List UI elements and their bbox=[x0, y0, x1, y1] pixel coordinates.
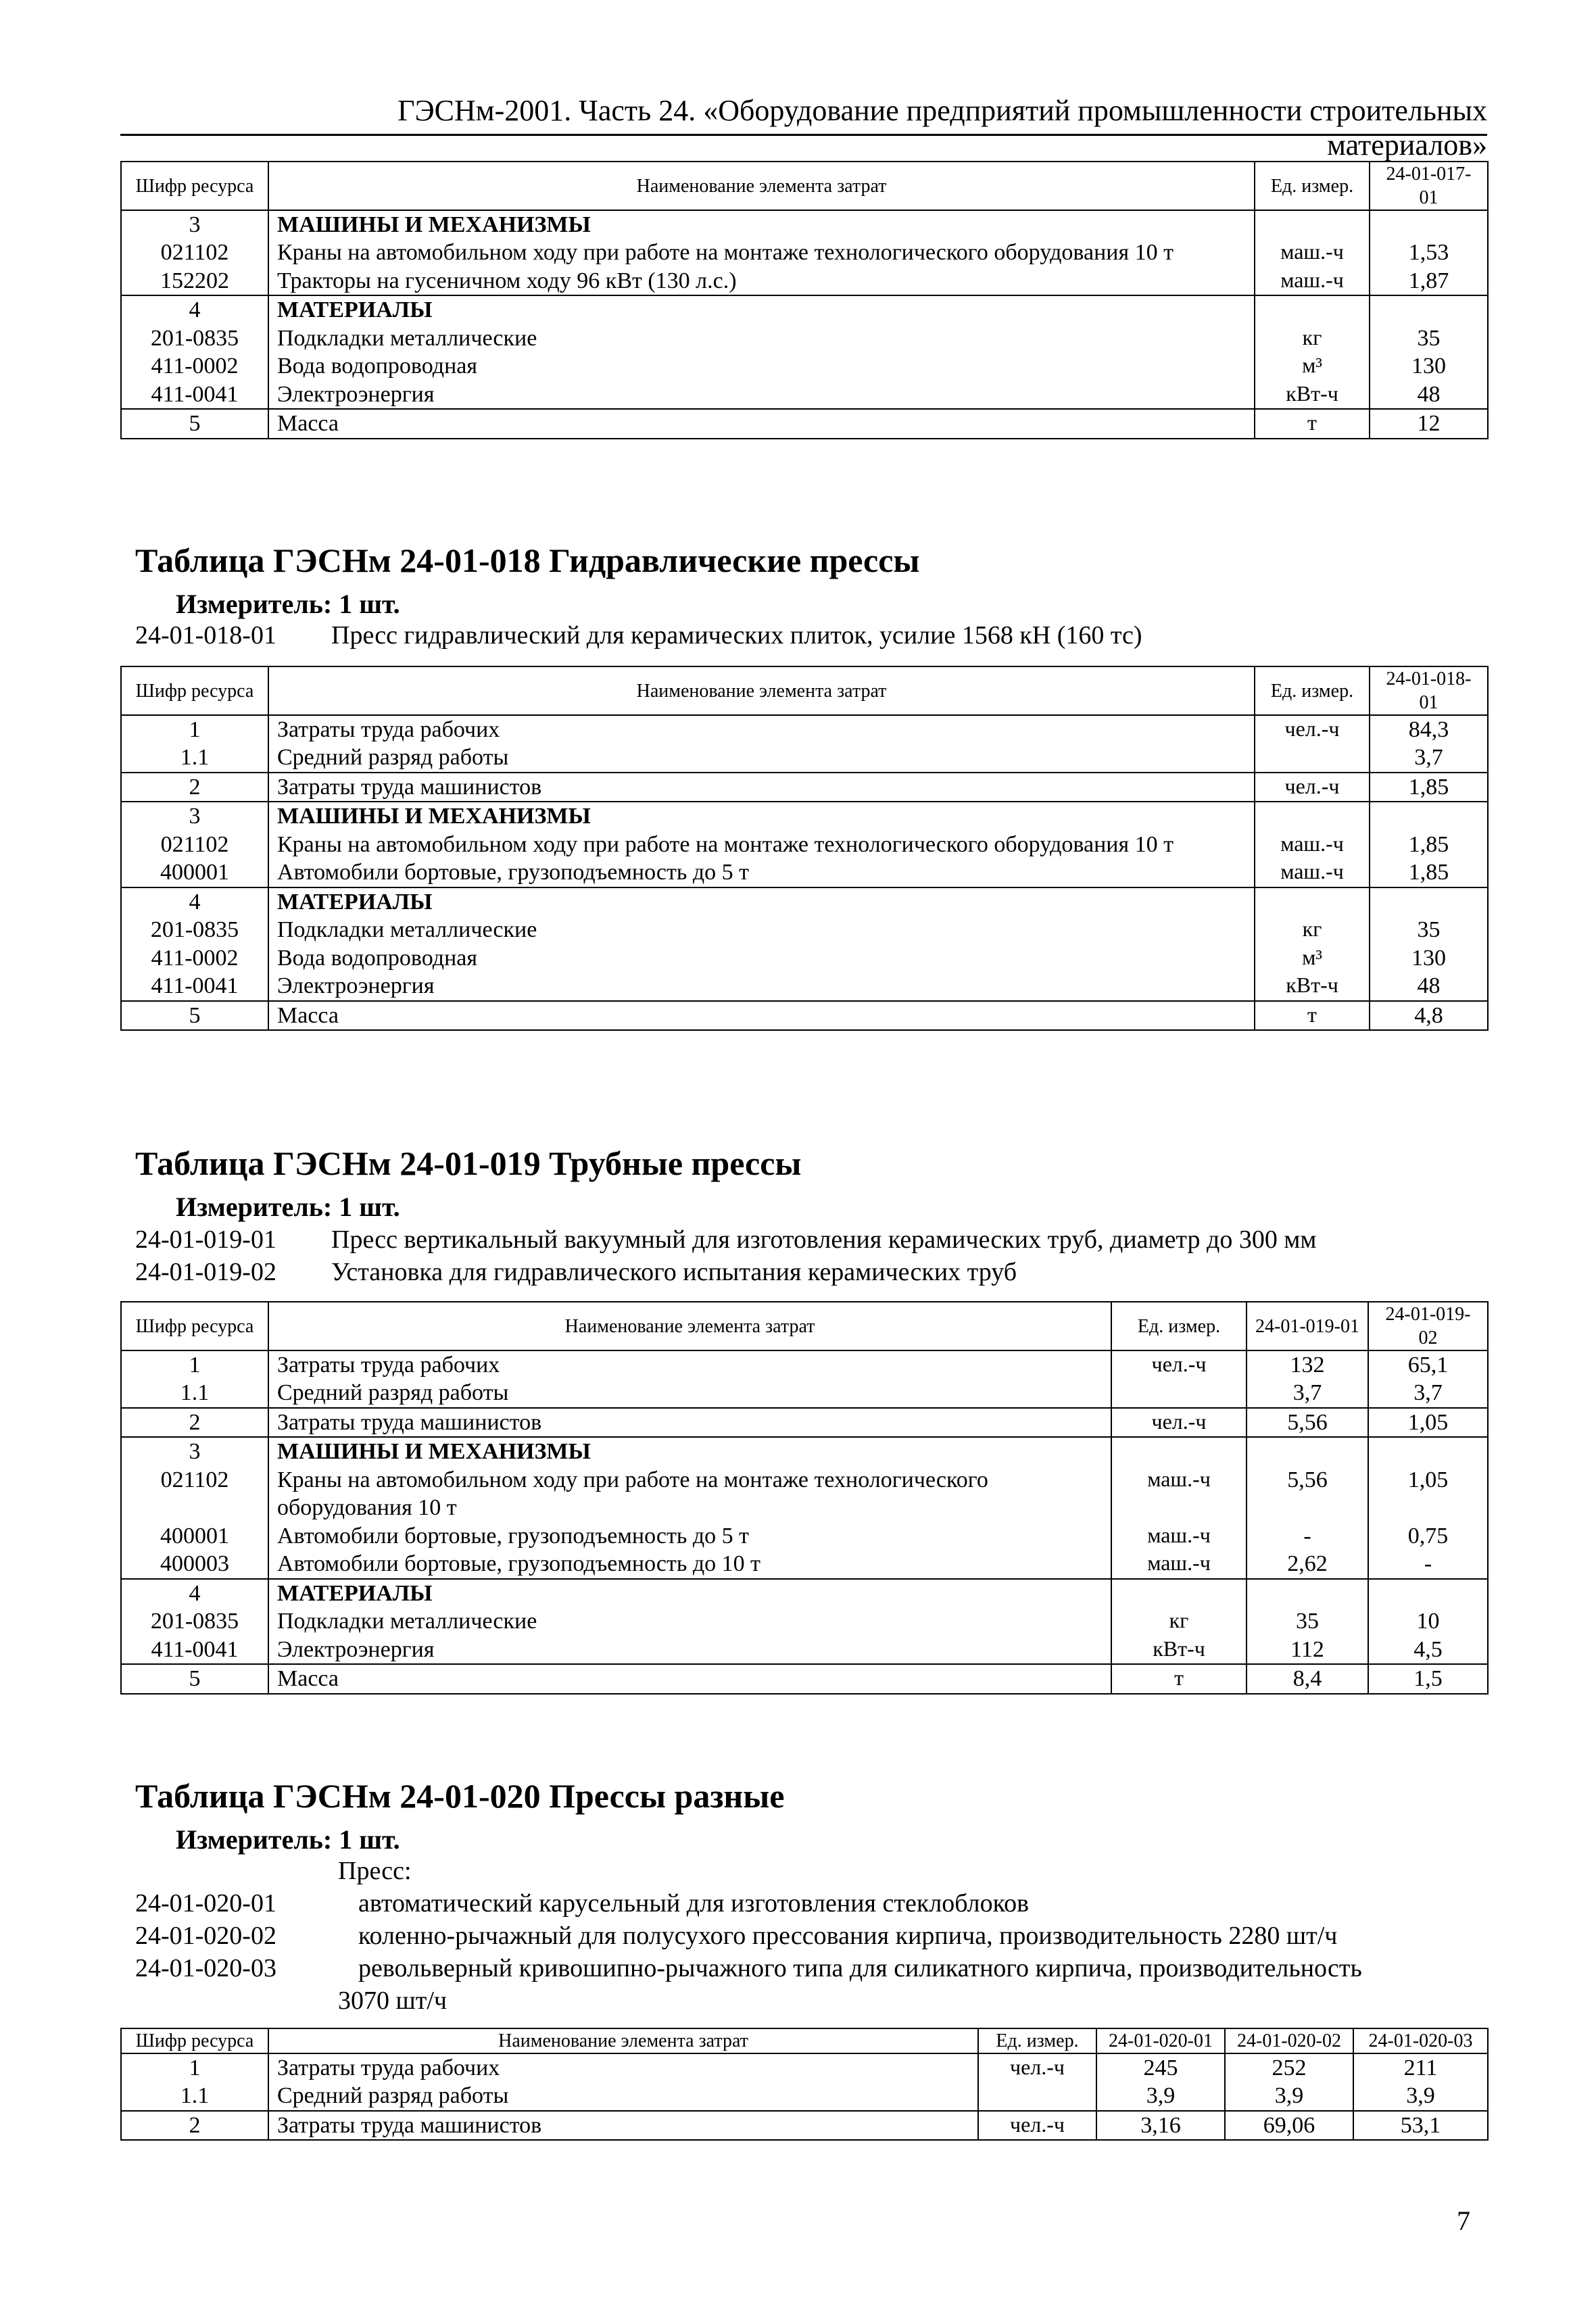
item-code-018-01: 24-01-018-01 bbox=[135, 621, 276, 650]
cell-unit: маш.-ч bbox=[1111, 1522, 1247, 1550]
cell-value: 3,7 bbox=[1368, 1379, 1488, 1407]
item-code-020-02: 24-01-020-02 bbox=[135, 1922, 276, 1950]
table-row bbox=[121, 802, 1488, 830]
item-code-019-02: 24-01-019-02 bbox=[135, 1258, 276, 1286]
cell-unit bbox=[978, 2082, 1096, 2110]
table-row bbox=[121, 858, 1488, 887]
table-row bbox=[121, 1408, 1488, 1437]
cell-cost-element: Краны на автомобильном ходу при работе на монтаже технологического оборудования 10 т bbox=[268, 831, 1255, 858]
cell-cost-element: Тракторы на гусеничном ходу 96 кВт (130 л.с.) bbox=[268, 267, 1255, 295]
header-norm-code: 24-01-020-02 bbox=[1225, 2028, 1353, 2053]
table-row bbox=[121, 1466, 1488, 1522]
header-unit: Ед. измер. bbox=[1255, 666, 1370, 715]
cell-value: 35 bbox=[1370, 916, 1488, 944]
table-header-row bbox=[121, 1302, 1488, 1350]
table-row bbox=[121, 744, 1488, 772]
table-row bbox=[121, 2111, 1488, 2140]
cell-value bbox=[1370, 210, 1488, 239]
cell-value: 2,62 bbox=[1247, 1550, 1368, 1578]
item-text-020-01: автоматический карусельный для изготовления стеклоблоков bbox=[358, 1889, 1030, 1918]
cell-value: - bbox=[1247, 1522, 1368, 1550]
header-norm-code: 24-01-019-01 bbox=[1247, 1302, 1368, 1350]
table-row bbox=[121, 1636, 1488, 1664]
header-code: Шифр ресурса bbox=[121, 1302, 268, 1350]
cell-resource-code: 1.1 bbox=[121, 744, 268, 772]
cell-unit: кг bbox=[1255, 916, 1370, 944]
cell-resource-code: 4 bbox=[121, 1579, 268, 1607]
cell-value: 3,7 bbox=[1247, 1379, 1368, 1407]
cell-value: - bbox=[1368, 1550, 1488, 1578]
cell-unit: кВт-ч bbox=[1111, 1636, 1247, 1664]
cell-unit: чел.-ч bbox=[1111, 1350, 1247, 1379]
cell-value: 3,9 bbox=[1225, 2082, 1353, 2110]
cell-resource-code: 1 bbox=[121, 2053, 268, 2082]
cell-cost-element: Подкладки металлические bbox=[268, 324, 1255, 352]
item-text-019-02: Установка для гидравлического испытания керамических труб bbox=[331, 1258, 1017, 1286]
table-row bbox=[121, 2053, 1488, 2082]
table-row bbox=[121, 239, 1488, 266]
header-code: Шифр ресурса bbox=[121, 162, 268, 210]
table-row bbox=[121, 715, 1488, 744]
cell-cost-element: Средний разряд работы bbox=[268, 2082, 978, 2110]
cell-unit: т bbox=[1111, 1664, 1247, 1693]
header-norm-code: 24-01-020-03 bbox=[1353, 2028, 1488, 2053]
cell-value: 84,3 bbox=[1370, 715, 1488, 744]
cell-cost-element: Вода водопроводная bbox=[268, 944, 1255, 972]
cell-value: 3,7 bbox=[1370, 744, 1488, 772]
cell-unit: чел.-ч bbox=[1111, 1408, 1247, 1437]
cell-resource-code: 5 bbox=[121, 1001, 268, 1030]
cell-value: 132 bbox=[1247, 1350, 1368, 1379]
table-row bbox=[121, 1607, 1488, 1635]
table-row bbox=[121, 1550, 1488, 1578]
table-row bbox=[121, 944, 1488, 972]
cell-value: 35 bbox=[1370, 324, 1488, 352]
cell-resource-code: 2 bbox=[121, 773, 268, 802]
cell-value: 65,1 bbox=[1368, 1350, 1488, 1379]
cell-cost-element: Затраты труда машинистов bbox=[268, 2111, 978, 2140]
cell-unit bbox=[1255, 744, 1370, 772]
cell-unit: кВт-ч bbox=[1255, 381, 1370, 409]
cell-cost-element: МАТЕРИАЛЫ bbox=[268, 295, 1255, 324]
cell-resource-code: 201-0835 bbox=[121, 324, 268, 352]
cell-unit bbox=[1111, 1379, 1247, 1407]
cell-unit: маш.-ч bbox=[1111, 1550, 1247, 1578]
cell-resource-code: 2 bbox=[121, 1408, 268, 1437]
item-text-020-03-cont: 3070 шт/ч bbox=[338, 1987, 448, 2015]
cell-cost-element: Автомобили бортовые, грузоподъемность до 5 т bbox=[268, 858, 1255, 887]
cell-value: 245 bbox=[1096, 2053, 1225, 2082]
cell-cost-element: Затраты труда рабочих bbox=[268, 1350, 1111, 1379]
cell-unit: чел.-ч bbox=[1255, 715, 1370, 744]
cell-cost-element: Масса bbox=[268, 1001, 1255, 1030]
cell-unit: кг bbox=[1111, 1607, 1247, 1635]
cell-value bbox=[1370, 802, 1488, 830]
cell-resource-code: 411-0041 bbox=[121, 381, 268, 409]
item-text-018-01: Пресс гидравлический для керамических плиток, усилие 1568 кН (160 тс) bbox=[331, 621, 1142, 650]
table-row bbox=[121, 1350, 1488, 1379]
cell-resource-code: 152202 bbox=[121, 267, 268, 295]
cell-unit bbox=[1255, 295, 1370, 324]
table-row bbox=[121, 972, 1488, 1000]
item-text-020-03: револьверный кривошипно-рычажного типа для силикатного кирпича, производительность bbox=[358, 1954, 1362, 1982]
cell-unit: т bbox=[1255, 1001, 1370, 1030]
table-row bbox=[121, 887, 1488, 916]
cell-cost-element: Подкладки металлические bbox=[268, 1607, 1111, 1635]
table-row bbox=[121, 1579, 1488, 1607]
cell-value: 0,75 bbox=[1368, 1522, 1488, 1550]
cell-value: 8,4 bbox=[1247, 1664, 1368, 1693]
cell-resource-code: 4 bbox=[121, 887, 268, 916]
cell-unit: маш.-ч bbox=[1111, 1466, 1247, 1522]
table-row bbox=[121, 324, 1488, 352]
cell-value: 1,05 bbox=[1368, 1466, 1488, 1522]
cell-cost-element: МАШИНЫ И МЕХАНИЗМЫ bbox=[268, 802, 1255, 830]
resource-table-019 bbox=[120, 1301, 1489, 1695]
cell-unit: чел.-ч bbox=[978, 2053, 1096, 2082]
header-code: Шифр ресурса bbox=[121, 666, 268, 715]
cell-cost-element: МАШИНЫ И МЕХАНИЗМЫ bbox=[268, 210, 1255, 239]
table-header-row bbox=[121, 666, 1488, 715]
header-norm-code: 24-01-018-01 bbox=[1370, 666, 1488, 715]
cell-value: 1,53 bbox=[1370, 239, 1488, 266]
cell-cost-element: Электроэнергия bbox=[268, 381, 1255, 409]
cell-value: 10 bbox=[1368, 1607, 1488, 1635]
cell-resource-code: 4 bbox=[121, 295, 268, 324]
resource-table-020 bbox=[120, 2028, 1489, 2141]
cell-value: 3,9 bbox=[1353, 2082, 1488, 2110]
cell-cost-element: Краны на автомобильном ходу при работе на монтаже технологического оборудования 10 т bbox=[268, 239, 1255, 266]
cell-resource-code: 400001 bbox=[121, 858, 268, 887]
press-lead: Пресс: bbox=[338, 1857, 412, 1885]
cell-resource-code: 411-0041 bbox=[121, 972, 268, 1000]
table-row bbox=[121, 1522, 1488, 1550]
cell-cost-element: МАТЕРИАЛЫ bbox=[268, 1579, 1111, 1607]
header-norm-code: 24-01-017-01 bbox=[1370, 162, 1488, 210]
cell-resource-code: 1 bbox=[121, 1350, 268, 1379]
cell-cost-element: Автомобили бортовые, грузоподъемность до 10 т bbox=[268, 1550, 1111, 1578]
cell-cost-element: Затраты труда рабочих bbox=[268, 2053, 978, 2082]
table-header-row bbox=[121, 2028, 1488, 2053]
header-norm-code: 24-01-019-02 bbox=[1368, 1302, 1488, 1350]
cell-value: 48 bbox=[1370, 381, 1488, 409]
cell-unit: маш.-ч bbox=[1255, 239, 1370, 266]
cell-value bbox=[1368, 1579, 1488, 1607]
cell-cost-element: Вода водопроводная bbox=[268, 352, 1255, 380]
cell-value: 130 bbox=[1370, 352, 1488, 380]
cell-value: 1,5 bbox=[1368, 1664, 1488, 1693]
cell-resource-code: 1.1 bbox=[121, 2082, 268, 2110]
cell-resource-code: 411-0002 bbox=[121, 944, 268, 972]
cell-value: 4,5 bbox=[1368, 1636, 1488, 1664]
table-row bbox=[121, 295, 1488, 324]
table-row bbox=[121, 210, 1488, 239]
table-title-020: Таблица ГЭСНм 24-01-020 Прессы разные bbox=[135, 1777, 785, 1815]
cell-unit: м³ bbox=[1255, 352, 1370, 380]
cell-resource-code: 1 bbox=[121, 715, 268, 744]
cell-resource-code: 201-0835 bbox=[121, 916, 268, 944]
cell-value: 252 bbox=[1225, 2053, 1353, 2082]
cell-cost-element: Автомобили бортовые, грузоподъемность до 5 т bbox=[268, 1522, 1111, 1550]
cell-value: 4,8 bbox=[1370, 1001, 1488, 1030]
cell-value: 112 bbox=[1247, 1636, 1368, 1664]
cell-unit bbox=[1111, 1437, 1247, 1465]
cell-value: 5,56 bbox=[1247, 1466, 1368, 1522]
table-title-019: Таблица ГЭСНм 24-01-019 Трубные прессы bbox=[135, 1144, 802, 1182]
table-header-row bbox=[121, 162, 1488, 210]
cell-unit: кВт-ч bbox=[1255, 972, 1370, 1000]
cell-cost-element: МАШИНЫ И МЕХАНИЗМЫ bbox=[268, 1437, 1111, 1465]
cell-cost-element: Электроэнергия bbox=[268, 972, 1255, 1000]
cell-unit: маш.-ч bbox=[1255, 858, 1370, 887]
cell-unit: чел.-ч bbox=[978, 2111, 1096, 2140]
cell-unit bbox=[1255, 802, 1370, 830]
cell-value: 35 bbox=[1247, 1607, 1368, 1635]
table-row bbox=[121, 1437, 1488, 1465]
table-row bbox=[121, 1664, 1488, 1693]
table-row bbox=[121, 409, 1488, 438]
cell-value: 3,9 bbox=[1096, 2082, 1225, 2110]
header-name: Наименование элемента затрат bbox=[268, 162, 1255, 210]
page-number: 7 bbox=[1457, 2206, 1470, 2236]
cell-cost-element: Средний разряд работы bbox=[268, 1379, 1111, 1407]
header-name: Наименование элемента затрат bbox=[268, 666, 1255, 715]
cell-resource-code: 2 bbox=[121, 2111, 268, 2140]
cell-cost-element: Затраты труда машинистов bbox=[268, 1408, 1111, 1437]
cell-resource-code: 400001 bbox=[121, 1522, 268, 1550]
cell-value: 3,16 bbox=[1096, 2111, 1225, 2140]
item-code-020-01: 24-01-020-01 bbox=[135, 1889, 276, 1918]
cell-resource-code: 1.1 bbox=[121, 1379, 268, 1407]
table-row bbox=[121, 773, 1488, 802]
cell-value: 1,85 bbox=[1370, 858, 1488, 887]
resource-table-017 bbox=[120, 161, 1489, 439]
table-row bbox=[121, 1001, 1488, 1030]
cell-cost-element: Подкладки металлические bbox=[268, 916, 1255, 944]
header-norm-code: 24-01-020-01 bbox=[1096, 2028, 1225, 2053]
cell-value bbox=[1370, 295, 1488, 324]
header-name: Наименование элемента затрат bbox=[268, 2028, 978, 2053]
header-rule bbox=[120, 134, 1487, 136]
cell-value: 1,85 bbox=[1370, 831, 1488, 858]
cell-value bbox=[1247, 1579, 1368, 1607]
cell-unit: чел.-ч bbox=[1255, 773, 1370, 802]
cell-cost-element: Масса bbox=[268, 1664, 1111, 1693]
header-unit: Ед. измер. bbox=[1111, 1302, 1247, 1350]
cell-unit: маш.-ч bbox=[1255, 267, 1370, 295]
cell-resource-code: 021102 bbox=[121, 831, 268, 858]
cell-value: 211 bbox=[1353, 2053, 1488, 2082]
table-row bbox=[121, 1379, 1488, 1407]
item-text-019-01: Пресс вертикальный вакуумный для изготовления керамических труб, диаметр до 300 мм bbox=[331, 1225, 1317, 1254]
cell-resource-code: 021102 bbox=[121, 239, 268, 266]
cell-unit: кг bbox=[1255, 324, 1370, 352]
cell-value: 69,06 bbox=[1225, 2111, 1353, 2140]
cell-cost-element: Затраты труда машинистов bbox=[268, 773, 1255, 802]
cell-value: 130 bbox=[1370, 944, 1488, 972]
cell-value: 5,56 bbox=[1247, 1408, 1368, 1437]
table-title-018: Таблица ГЭСНм 24-01-018 Гидравлические прессы bbox=[135, 541, 920, 579]
cell-unit bbox=[1255, 887, 1370, 916]
cell-value: 48 bbox=[1370, 972, 1488, 1000]
table-row bbox=[121, 352, 1488, 380]
table-row bbox=[121, 2082, 1488, 2110]
cell-resource-code: 5 bbox=[121, 1664, 268, 1693]
cell-resource-code: 411-0041 bbox=[121, 1636, 268, 1664]
table-row bbox=[121, 267, 1488, 295]
cell-unit bbox=[1111, 1579, 1247, 1607]
cell-resource-code: 201-0835 bbox=[121, 1607, 268, 1635]
meter-018: Измеритель: 1 шт. bbox=[176, 589, 400, 619]
header-name: Наименование элемента затрат bbox=[268, 1302, 1111, 1350]
cell-unit: маш.-ч bbox=[1255, 831, 1370, 858]
cell-resource-code: 3 bbox=[121, 1437, 268, 1465]
header-unit: Ед. измер. bbox=[1255, 162, 1370, 210]
cell-cost-element: Краны на автомобильном ходу при работе на монтаже технологического оборудования 10 т bbox=[268, 1466, 1111, 1522]
cell-unit bbox=[1255, 210, 1370, 239]
cell-value bbox=[1247, 1437, 1368, 1465]
table-row bbox=[121, 831, 1488, 858]
running-header: ГЭСНм-2001. Часть 24. «Оборудование предприятий промышленности строительных материалов» bbox=[397, 94, 1487, 162]
cell-resource-code: 411-0002 bbox=[121, 352, 268, 380]
cell-unit: т bbox=[1255, 409, 1370, 438]
meter-019: Измеритель: 1 шт. bbox=[176, 1192, 400, 1222]
cell-resource-code: 3 bbox=[121, 802, 268, 830]
cell-resource-code: 3 bbox=[121, 210, 268, 239]
cell-value: 1,05 bbox=[1368, 1408, 1488, 1437]
cell-value: 1,87 bbox=[1370, 267, 1488, 295]
resource-table-018 bbox=[120, 666, 1489, 1031]
item-text-020-02: коленно-рычажный для полусухого прессования кирпича, производительность 2280 шт/ч bbox=[358, 1922, 1338, 1950]
cell-cost-element: Электроэнергия bbox=[268, 1636, 1111, 1664]
cell-value bbox=[1370, 887, 1488, 916]
cell-cost-element: Затраты труда рабочих bbox=[268, 715, 1255, 744]
item-code-020-03: 24-01-020-03 bbox=[135, 1954, 276, 1982]
cell-value: 1,85 bbox=[1370, 773, 1488, 802]
cell-resource-code: 400003 bbox=[121, 1550, 268, 1578]
cell-unit: м³ bbox=[1255, 944, 1370, 972]
header-code: Шифр ресурса bbox=[121, 2028, 268, 2053]
table-row bbox=[121, 381, 1488, 409]
table-row bbox=[121, 916, 1488, 944]
cell-cost-element: Масса bbox=[268, 409, 1255, 438]
header-unit: Ед. измер. bbox=[978, 2028, 1096, 2053]
cell-resource-code: 5 bbox=[121, 409, 268, 438]
cell-cost-element: Средний разряд работы bbox=[268, 744, 1255, 772]
cell-value: 12 bbox=[1370, 409, 1488, 438]
cell-cost-element: МАТЕРИАЛЫ bbox=[268, 887, 1255, 916]
cell-resource-code: 021102 bbox=[121, 1466, 268, 1522]
item-code-019-01: 24-01-019-01 bbox=[135, 1225, 276, 1254]
cell-value bbox=[1368, 1437, 1488, 1465]
meter-020: Измеритель: 1 шт. bbox=[176, 1824, 400, 1855]
cell-value: 53,1 bbox=[1353, 2111, 1488, 2140]
